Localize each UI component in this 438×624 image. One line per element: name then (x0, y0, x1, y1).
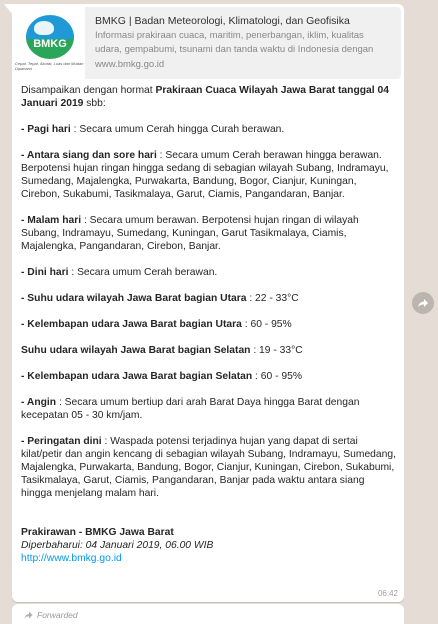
lembab-utara-paragraph (21, 318, 398, 331)
link-paragraph (21, 552, 398, 565)
peringatan-label: - Peringatan dini (21, 436, 102, 447)
peringatan-text: : Waspada potensi terjadinya hujan yang dapat di sertai kilat/petir dan angin kencang di sebagian wilayah Subang, Indramayu, Sumedang, Majalengka, Purwakarta, Bandung, Bogor, Cianjur, Kuningan, Cirebon, Sukabumi, Tasikmalaya, Garut, Ciamis, Pangandaran, Banjar pada waktu antara siang hingga menjelang malam hari. (21, 436, 396, 499)
suhu-utara-paragraph (21, 292, 398, 305)
signature-paragraph (21, 526, 398, 539)
forwarded-label: Forwarded (37, 610, 78, 620)
bmkg-logo-emblem (26, 15, 74, 59)
dini-label: - Dini hari (21, 267, 69, 278)
link-preview-body (85, 7, 401, 79)
pagi-paragraph (21, 123, 398, 136)
updated-paragraph (21, 539, 398, 552)
forward-arrow-icon (417, 297, 429, 309)
link-preview-title: BMKG | Badan Meteorologi, Klimatologi, dan Geofisika (95, 15, 350, 27)
peringatan-paragraph (21, 435, 398, 500)
lembab-selatan-label: - Kelembapan udara Jawa Barat bagian Selatan (21, 371, 253, 382)
dini-paragraph (21, 266, 398, 279)
malam-label: - Malam hari (21, 215, 82, 226)
suhu-selatan-label: Suhu udara wilayah Jawa Barat bagian Selatan (21, 345, 251, 356)
angin-paragraph (21, 396, 398, 422)
pagi-label: - Pagi hari (21, 124, 71, 135)
angin-label: - Angin (21, 397, 57, 408)
bmkg-link[interactable]: http://www.bmkg.go.id (21, 553, 122, 564)
intro-bold-text: Prakiraan Cuaca Wilayah Jawa Barat tanggal 04 Januari 2019 (21, 85, 389, 109)
intro-paragraph (21, 84, 398, 110)
link-preview-domain: www.bmkg.go.id (95, 59, 165, 70)
lembab-selatan-text: : 60 - 95% (252, 371, 302, 382)
lembab-utara-text: : 60 - 95% (241, 319, 292, 330)
link-preview[interactable] (15, 7, 401, 79)
forwarded-arrow-icon (24, 611, 33, 619)
siang-text: : Secara umum Cerah berawan hingga berawan. Berpotensi hujan ringan hingga sedang di sebagian wilayah Subang, Indramayu, Sumedang, Majalengka, Purwakarta, Bandung, Bogor, Cianjur, Kuningan, Cirebon, Sukabumi, Tasikmalaya, Garut, Ciamis, Pangandaran, Banjar. (21, 150, 389, 200)
intro-text: Disampaikan dengan hormat (21, 85, 156, 96)
suhu-utara-label: - Suhu udara wilayah Jawa Barat bagian Utara (21, 293, 247, 304)
siang-label: - Antara siang dan sore hari (21, 150, 157, 161)
message-time: 06:42 (377, 589, 398, 598)
intro-tail-text: sbb: (83, 98, 106, 109)
suhu-selatan-text: : 19 - 33°C (250, 345, 303, 356)
siang-paragraph (21, 149, 398, 201)
lembab-utara-label: - Kelembapan udara Jawa Barat bagian Utara (21, 319, 242, 330)
updated-text: Diperbaharui: 04 Januari 2019, 06.00 WIB (21, 540, 214, 551)
suhu-utara-text: : 22 - 33°C (246, 293, 299, 304)
forwarded-indicator (24, 610, 78, 620)
bmkg-logo-subtext: Cepat, Tepat, Akurat, Luas dan Mudah Dipahami (15, 61, 84, 71)
signature-text: Prakirawan - BMKG Jawa Barat (21, 527, 174, 538)
message-bubble[interactable] (12, 4, 404, 602)
bubble-tail (4, 4, 12, 14)
suhu-selatan-paragraph (21, 344, 398, 357)
malam-text: : Secara umum berawan. Berpotensi hujan ringan di wilayah Subang, Indramayu, Sumedang, Kuningan, Garut Tasikmalaya, Ciamis, Majalengka, Pangandaran, Cirebon, Banjar. (21, 215, 359, 252)
message-text (12, 79, 404, 565)
link-preview-description: Informasi prakiraan cuaca, maritim, penerbangan, iklim, kualitas udara, gempabumi, tsunami dan tanda waktu di Indonesia dengan (95, 30, 374, 55)
dini-text: : Secara umum Cerah berawan. (68, 267, 218, 278)
pagi-text: : Secara umum Cerah hingga Curah berawan. (70, 124, 285, 135)
malam-paragraph (21, 214, 398, 253)
lembab-selatan-paragraph (21, 370, 398, 383)
bmkg-logo-text: BMKG (33, 38, 67, 50)
forward-button[interactable] (412, 292, 434, 314)
angin-text: : Secara umum bertiup dari arah Barat Daya hingga Barat dengan kecepatan 05 - 30 km/jam. (21, 397, 360, 421)
bmkg-logo (15, 7, 85, 79)
